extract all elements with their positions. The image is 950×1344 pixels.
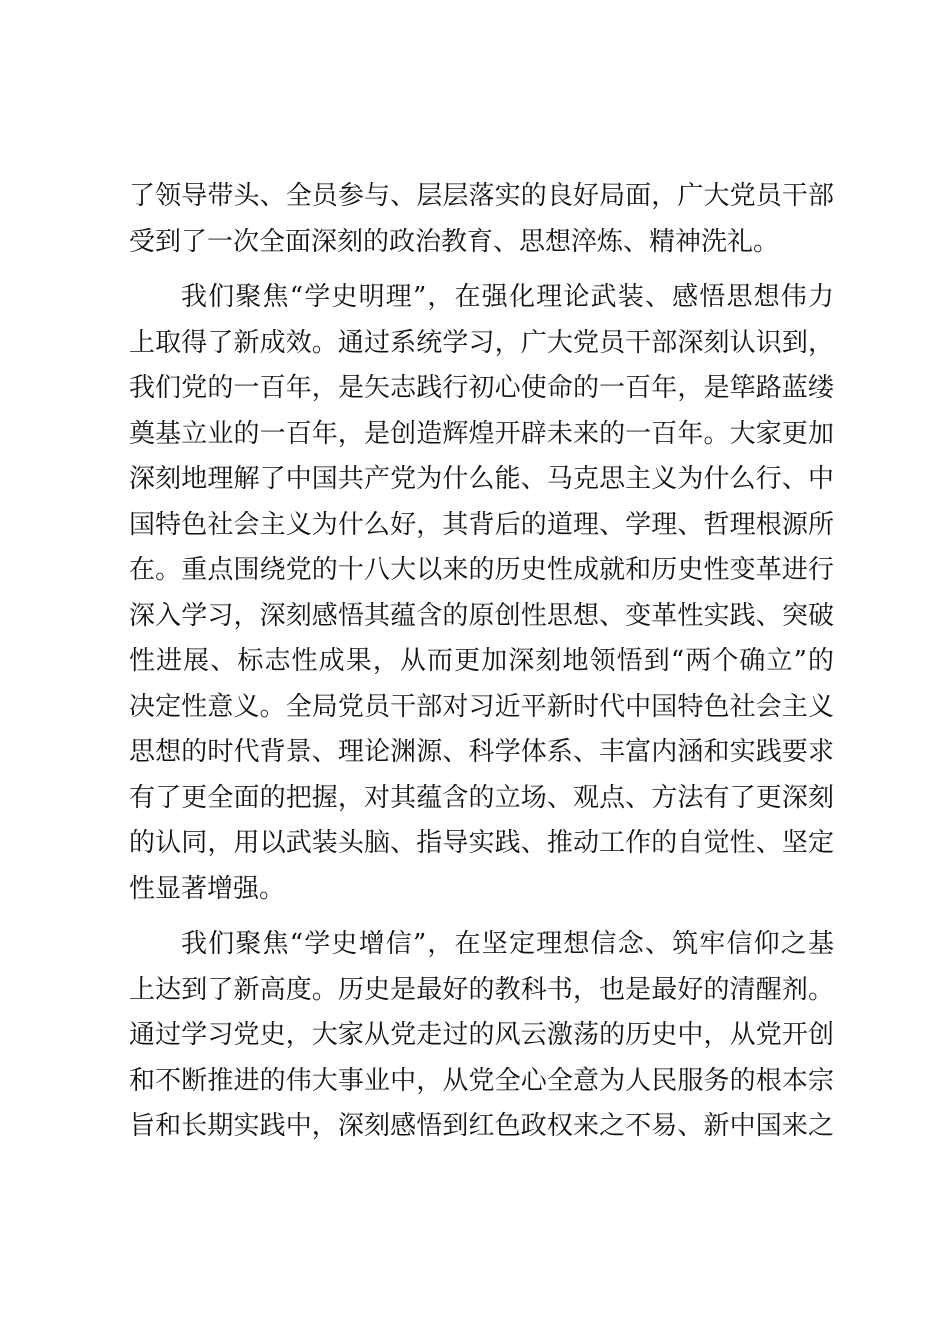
text-line: 奠基立业的一百年，是创造辉煌开辟未来的一百年。大家更加 bbox=[129, 418, 834, 449]
text-line: 受到了一次全面深刻的政治教育、思想淬炼、精神洗礼。 bbox=[129, 226, 780, 257]
text-line: 决定性意义。全局党员干部对习近平新时代中国特色社会主义 bbox=[129, 691, 834, 722]
text-line: 深刻地理解了中国共产党为什么能、马克思主义为什么行、中 bbox=[129, 464, 834, 494]
text-line: 的认同，用以武装头脑、指导实践、推动工作的自觉性、坚定 bbox=[129, 828, 834, 858]
document-body bbox=[129, 174, 834, 1150]
paragraph-2 bbox=[129, 275, 834, 912]
text-line: 深入学习，深刻感悟其蕴含的原创性思想、变革性实践、突破 bbox=[129, 600, 834, 631]
text-line: 上达到了新高度。历史是最好的教科书，也是最好的清醒剂。 bbox=[129, 974, 834, 1005]
text-line: 性进展、标志性成果，从而更加深刻地领悟到“两个确立”的 bbox=[129, 646, 834, 676]
text-line: 我们党的一百年，是矢志践行初心使命的一百年，是筚路蓝缕 bbox=[129, 373, 834, 403]
text-line: 性显著增强。 bbox=[129, 873, 286, 904]
text-line: 了领导带头、全员参与、层层落实的良好局面，广大党员干部 bbox=[129, 181, 834, 211]
text-line: 我们聚焦“学史明理”，在强化理论武装、感悟思想伟力 bbox=[181, 282, 834, 312]
text-line: 在。重点围绕党的十八大以来的历史性成就和历史性变革进行 bbox=[129, 555, 834, 585]
text-line: 我们聚焦“学史增信”，在坚定理想信念、筑牢信仰之基 bbox=[181, 929, 834, 959]
text-line: 上取得了新成效。通过系统学习，广大党员干部深刻认识到， bbox=[129, 327, 834, 358]
text-line: 旨和长期实践中，深刻感悟到红色政权来之不易、新中国来之 bbox=[129, 1111, 834, 1141]
text-line: 国特色社会主义为什么好，其背后的道理、学理、哲理根源所 bbox=[129, 509, 834, 540]
paragraph-3 bbox=[129, 922, 834, 1150]
text-line: 思想的时代背景、理论渊源、科学体系、丰富内涵和实践要求 bbox=[129, 737, 834, 767]
text-line: 有了更全面的把握，对其蕴含的立场、观点、方法有了更深刻 bbox=[129, 782, 834, 813]
text-line: 通过学习党史，大家从党走过的风云激荡的历史中，从党开创 bbox=[129, 1020, 834, 1050]
paragraph-1 bbox=[129, 174, 834, 265]
text-line: 和不断推进的伟大事业中，从党全心全意为人民服务的根本宗 bbox=[129, 1065, 834, 1096]
